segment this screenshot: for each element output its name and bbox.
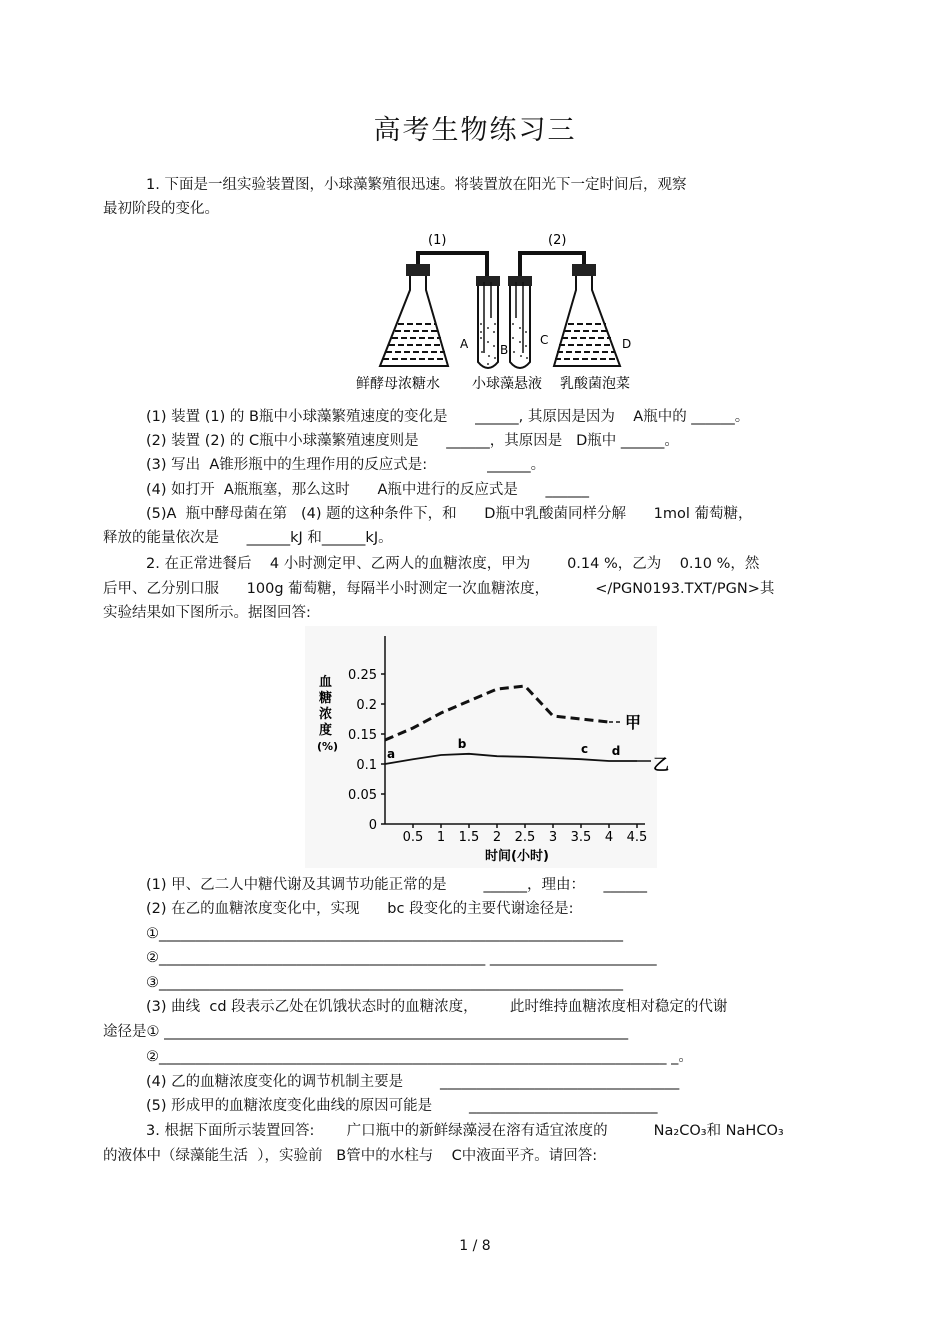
q2-sub3-line1: (3) 曲线 cd 段表示乙处在饥饿状态时的血糖浓度， 此时维持血糖浓度相对稳定的代谢 [146,999,728,1015]
q1-sub3: (3) 写出 A锥形瓶中的生理作用的反应式是: ______。 [146,457,546,473]
blood-sugar-chart [305,626,670,868]
y-tick-label: 0.25 [348,668,377,683]
series-jia-line [385,686,609,740]
y-tick-label: 0.05 [348,788,377,803]
page-number: 1 / 8 [459,1238,491,1254]
label-c: C [540,333,549,347]
q2-intro-line3: 实验结果如下图所示。据图回答: [103,605,311,621]
series-label-jia: 甲 [625,713,642,732]
series-label-yi: 乙 [653,755,670,774]
q2-blank-2: ②_____________________________________________ _______________________ [146,950,657,966]
q1-intro-line1: 1. 下面是一组实验装置图，小球藻繁殖很迅速。将装置放在阳光下一定时间后，观察 [146,177,687,193]
q3-intro-line2: 的液体中（绿藻能生活 ），实验前 B管中的水柱与 C中液面平齐。请回答: [103,1148,598,1164]
x-tick-label: 3 [548,830,558,845]
x-tick-label: 2.5 [514,830,536,845]
y-tick-label: 0.1 [356,758,377,773]
caption-chlorella: 小球藻悬液 [472,376,542,392]
point-label-c: c [581,742,589,757]
page-title: 高考生物练习三 [373,115,577,146]
q2-sub3-line2: 途径是① ________________________________________________________________ [103,1024,629,1040]
x-tick-label: 3.5 [570,830,592,845]
label-b: B [500,343,509,357]
point-label-b: b [457,736,467,751]
tube-c [508,276,532,368]
q2-sub3-line3: ②______________________________________________________________________ _。 [146,1049,693,1065]
caption-yeast: 鲜酵母浓糖水 [356,376,440,392]
y-tick-label: 0 [368,818,377,833]
q1-sub1: (1) 装置 (1) 的 B瓶中小球藻繁殖速度的变化是 ______, 其原因是因为 A瓶中的 ______。 [146,409,750,425]
q3-intro-line1: 3. 根据下面所示装置回答: 广口瓶中的新鲜绿藻浸在溶有适宜浓度的 Na₂CO₃和 NaHCO₃ [146,1123,784,1139]
label-d: D [622,337,632,351]
q2-intro-line1: 2. 在正常进餐后 4 小时测定甲、乙两人的血糖浓度，甲为 0.14 %，乙为 0.10 %，然 [146,556,760,572]
figure-label-1: (1) [428,233,447,248]
q2-sub2: (2) 在乙的血糖浓度变化中，实现 bc 段变化的主要代谢途径是: [146,901,574,917]
q2-sub1: (1) 甲、乙二人中糖代谢及其调节功能正常的是 ______，理由： ______ [146,877,647,893]
q2-blank-1: ①________________________________________________________________ [146,926,623,942]
flask-a [380,264,448,366]
label-a: A [460,337,469,351]
x-tick-label: 1 [436,830,446,845]
apparatus-figure [350,228,650,398]
q2-sub5: (5) 形成甲的血糖浓度变化曲线的原因可能是 __________________________ [146,1098,658,1114]
q1-sub4: (4) 如打开 A瓶瓶塞，那么这时 A瓶中进行的反应式是 ______ [146,482,590,498]
q2-blank-3: ③________________________________________________________________ [146,975,623,991]
q2-intro-line2: 后甲、乙分别口服 100g 葡萄糖，每隔半小时测定一次血糖浓度， </PGN0193.TXT/PGN>其 [103,581,775,597]
q1-sub5-line2: 释放的能量依次是 ______kJ 和______kJ。 [103,530,393,546]
series-yi-line [385,754,637,764]
x-tick-label: 4 [604,830,614,845]
x-tick-label: 0.5 [402,830,424,845]
flask-d [554,264,620,366]
q1-sub2: (2) 装置 (2) 的 C瓶中小球藻繁殖速度则是 ______，其原因是 D瓶中 ______。 [146,433,679,449]
x-axis-label: 时间(小时) [485,849,549,864]
x-tick-label: 1.5 [458,830,480,845]
q2-sub4: (4) 乙的血糖浓度变化的调节机制主要是 _________________________________ [146,1074,680,1090]
point-label-d: d [611,744,621,758]
x-tick-label: 4.5 [626,830,648,845]
q1-intro-line2: 最初阶段的变化。 [103,201,219,217]
point-label-a: a [387,747,396,761]
figure-label-2: (2) [548,233,567,248]
y-axis-label: 血糖浓度(%) [317,675,339,753]
x-tick-label: 2 [492,830,502,845]
y-tick-label: 0.15 [348,728,377,743]
q1-sub5-line1: (5)A 瓶中酵母菌在第 (4) 题的这种条件下，和 D瓶中乳酸菌同样分解 1mol 葡萄糖， [146,506,753,522]
y-tick-label: 0.2 [356,698,377,713]
caption-lactic: 乳酸菌泡菜 [560,376,630,392]
tube-b [476,276,500,368]
